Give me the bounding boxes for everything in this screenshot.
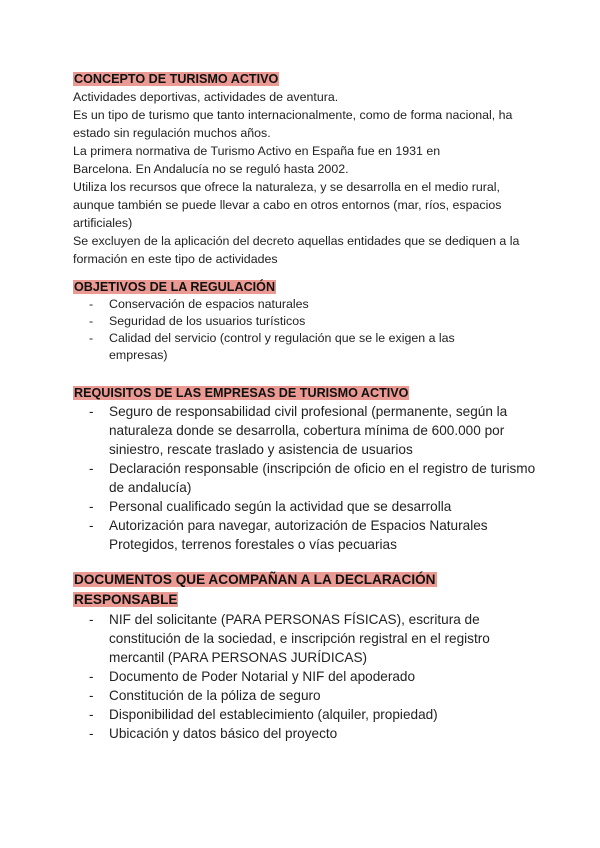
list-item: - Calidad del servicio (control y regulación que se le exigen a las empresas) [73,330,493,364]
section-heading-documentos: DOCUMENTOS QUE ACOMPAÑAN A LA DECLARACIÓN RESPONSABLE [74,572,436,607]
list-item: - NIF del solicitante (PARA PERSONAS FÍSICAS), escritura de constitución de la sociedad, e inscripción registral en el registro mercantil (PARA PERSONAS JURÍDICAS) [73,610,538,667]
paragraph-line: Se excluyen de la aplicación del decreto aquellas entidades que se dediquen a la formación en este tipo de actividades [73,234,520,266]
section-requisitos [73,384,543,554]
paragraph-line: Actividades deportivas, actividades de aventura. [73,90,339,104]
list-item: - Seguro de responsabilidad civil profesional (permanente, según la naturaleza donde se desarrolla, cobertura mínima de 600.000 por siniestro, rescate traslado y asistencia de usuarios [73,402,538,459]
section-documentos [73,570,543,743]
section-objetivos [73,278,543,364]
section-heading-requisitos: REQUISITOS DE LAS EMPRESAS DE TURISMO ACTIVO [74,386,409,400]
objetivos-list [73,296,493,364]
list-item: - Constitución de la póliza de seguro [73,686,538,705]
paragraph-line: Es un tipo de turismo que tanto internacionalmente, como de forma nacional, ha estado sin regulación muchos años. [73,108,513,140]
list-item: - Personal cualificado según la actividad que se desarrolla [73,497,538,516]
list-item: - Ubicación y datos básico del proyecto [73,724,538,743]
list-item: - Seguridad de los usuarios turísticos [73,313,493,330]
documentos-list [73,610,538,743]
list-item: - Conservación de espacios naturales [73,296,493,313]
list-item: - Declaración responsable (inscripción de oficio en el registro de turismo de andalucía) [73,459,538,497]
section-heading-objetivos: OBJETIVOS DE LA REGULACIÓN [74,280,276,294]
list-item: - Disponibilidad del establecimiento (alquiler, propiedad) [73,705,538,724]
section-concepto [73,70,533,268]
paragraph-line: La primera normativa de Turismo Activo en España fue en 1931 en Barcelona. En Andalucía no se reguló hasta 2002. [73,144,441,176]
list-item: - Autorización para navegar, autorización de Espacios Naturales Protegidos, terrenos forestales o vías pecuarias [73,516,538,554]
paragraph-line: Utiliza los recursos que ofrece la naturaleza, y se desarrolla en el medio rural, aunque también se puede llevar a cabo en otros entornos (mar, ríos, espacios artificiales) [73,180,502,230]
list-item: - Documento de Poder Notarial y NIF del apoderado [73,667,538,686]
requisitos-list [73,402,538,554]
section-heading-concepto: CONCEPTO DE TURISMO ACTIVO [74,72,279,86]
